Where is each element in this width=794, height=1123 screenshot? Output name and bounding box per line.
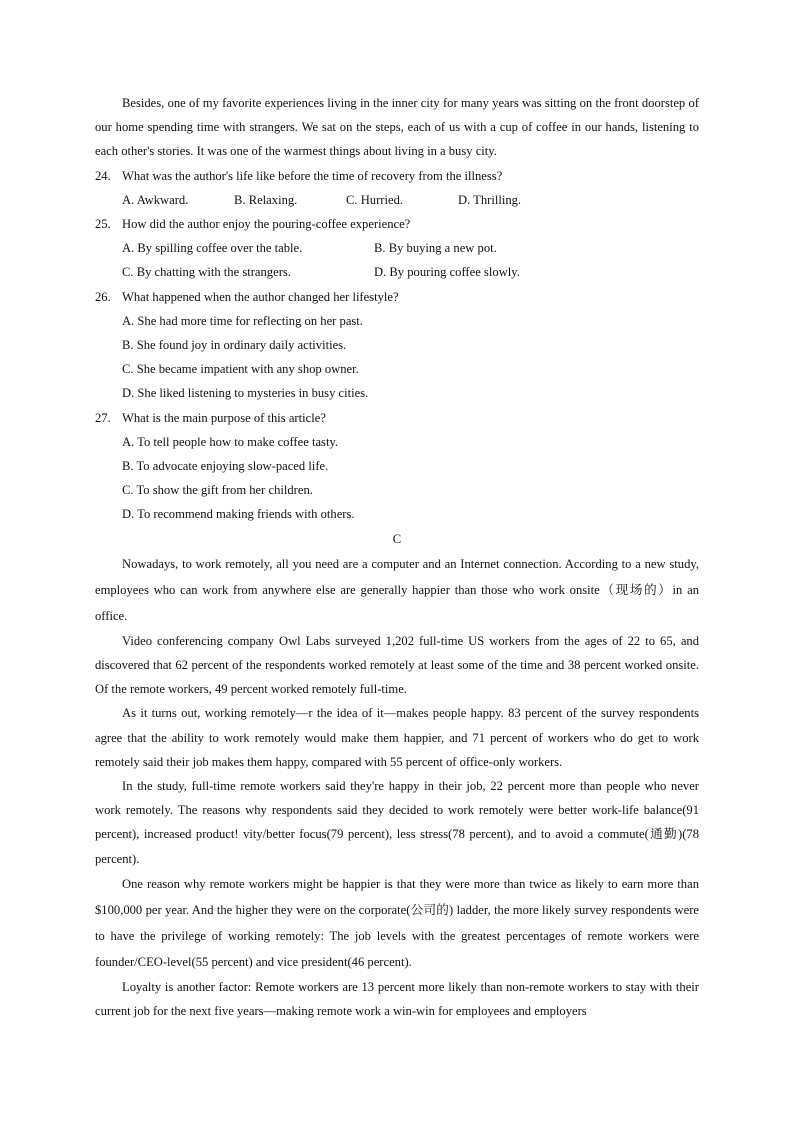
question-26 <box>95 285 699 309</box>
option-d: D. By pouring coffee slowly. <box>374 265 520 280</box>
option-c: C. To show the gift from her children. <box>122 483 313 498</box>
passage-paragraph: Nowadays, to work remotely, all you need are a computer and an Internet connection. According to a new study, employees who can work from anywhere else are generally happier than those who work onsite（现场的）in an office. <box>95 556 699 623</box>
option-d: D. She liked listening to mysteries in busy cities. <box>122 386 369 401</box>
option-a: A. To tell people how to make coffee tasty. <box>122 434 339 449</box>
question-25-options-row2 <box>95 260 699 284</box>
section-heading: C <box>392 531 402 546</box>
question-number: 25. <box>95 217 111 232</box>
intro-paragraph: Besides, one of my favorite experiences living in the inner city for many years was sitting on the front doorstep of our home spending time with strangers. We sat on the steps, each of us with a cup of coffee in our hands, listening to each other's stories. It was one of the warmest things about living in a busy city. <box>95 96 699 159</box>
option-b: B. Relaxing. <box>234 192 298 207</box>
option-c: C. Hurried. <box>346 192 404 207</box>
option-a: A. Awkward. <box>122 192 189 207</box>
option-a: A. She had more time for reflecting on her past. <box>122 313 363 328</box>
question-number: 24. <box>95 168 111 183</box>
question-number: 27. <box>95 410 111 425</box>
option-d: D. To recommend making friends with others. <box>122 507 355 522</box>
question-27 <box>95 406 699 430</box>
question-24-options <box>95 188 699 212</box>
option-b: B. By buying a new pot. <box>374 241 497 256</box>
option-c: C. By chatting with the strangers. <box>122 265 291 280</box>
passage-paragraph: As it turns out, working remotely—r the idea of it—makes people happy. 83 percent of the survey respondents agree that the ability to work remotely would make them happier, and 71 percent of workers who do get to work remotely said their job makes them happy, compared with 55 percent of office-only workers. <box>95 706 699 769</box>
question-text: What was the author's life like before the time of recovery from the illness? <box>122 168 503 183</box>
passage-paragraph: One reason why remote workers might be happier is that they were more than twice as likely to earn more than $100,000 per year. And the higher they were on the corporate(公司的) ladder, the more likely survey respondents were to have the privilege of working remotely: The job levels with the greatest percentages of remote workers were founder/CEO-level(55 percent) and vice president(46 percent). <box>95 876 699 969</box>
question-24 <box>95 164 699 188</box>
option-c: C. She became impatient with any shop owner. <box>122 362 359 377</box>
question-text: How did the author enjoy the pouring-coffee experience? <box>122 217 411 232</box>
passage-paragraph: Loyalty is another factor: Remote workers are 13 percent more likely than non-remote workers to stay with their current job for the next five years—making remote work a win-win for employees and employers <box>95 979 699 1019</box>
document-body <box>95 91 699 1023</box>
question-text: What happened when the author changed her lifestyle? <box>122 289 399 304</box>
question-text: What is the main purpose of this article? <box>122 410 326 425</box>
passage-paragraph: In the study, full-time remote workers said they're happy in their job, 22 percent more than people who never work remotely. The reasons why respondents said they decided to work remotely were better work-life balance(91 percent), increased product! vity/better focus(79 percent), less stress(78 percent), and to avoid a commute(通勤)(78 percent). <box>95 779 699 866</box>
option-d: D. Thrilling. <box>458 192 522 207</box>
question-25 <box>95 212 699 236</box>
option-b: B. She found joy in ordinary daily activities. <box>122 338 347 353</box>
passage-paragraph: Video conferencing company Owl Labs surveyed 1,202 full-time US workers from the ages of 22 to 65, and discovered that 62 percent of the respondents worked remotely at least some of the time and 38 percent worked onsite. Of the remote workers, 49 percent worked remotely full-time. <box>95 633 699 697</box>
option-b: B. To advocate enjoying slow-paced life. <box>122 459 329 474</box>
question-number: 26. <box>95 289 111 304</box>
option-a: A. By spilling coffee over the table. <box>122 241 303 256</box>
question-25-options-row1 <box>95 236 699 260</box>
